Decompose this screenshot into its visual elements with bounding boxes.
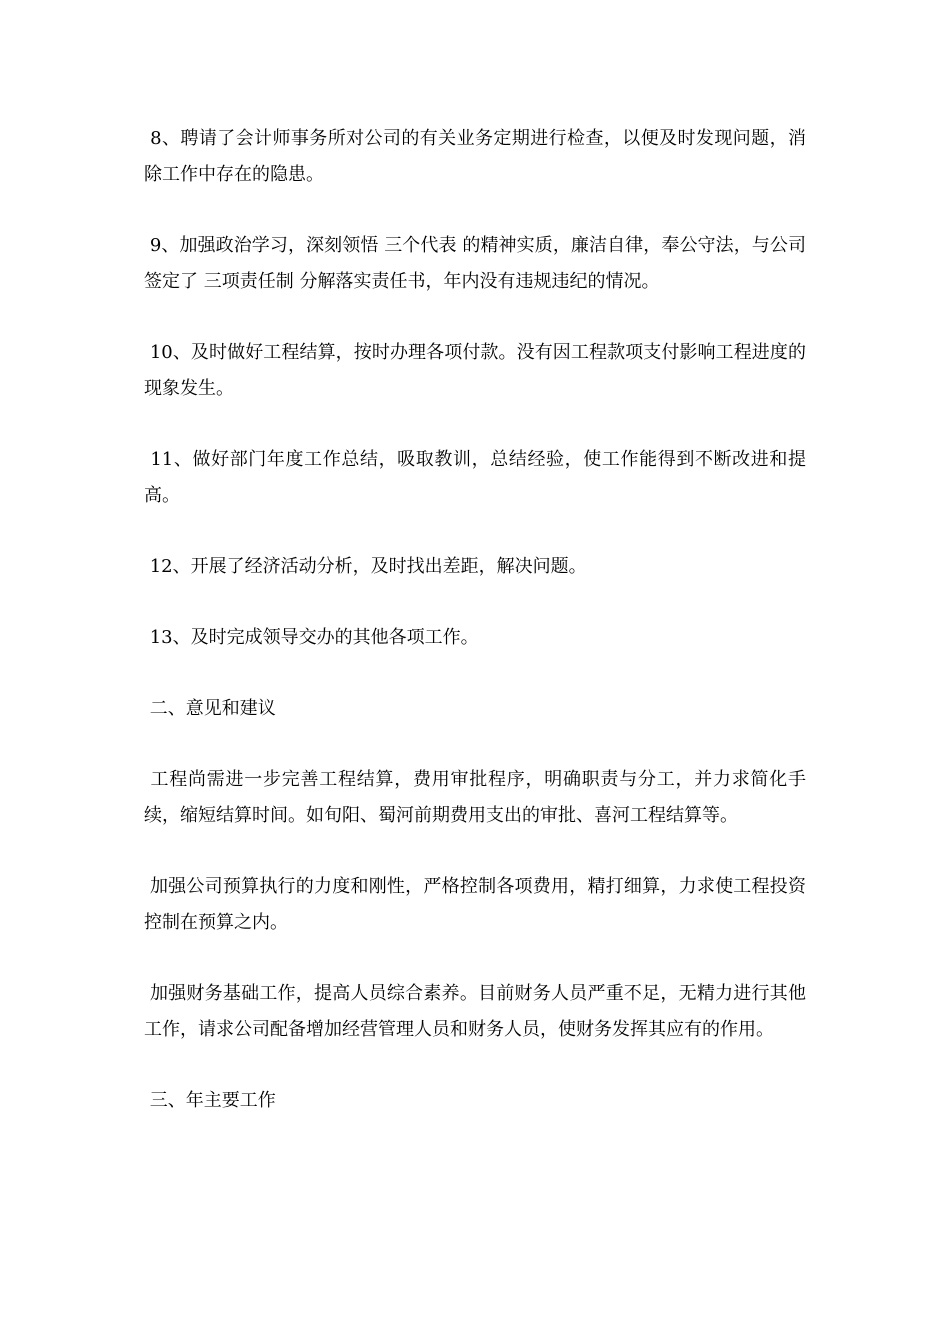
paragraph-item-10: 10、及时做好工程结算，按时办理各项付款。没有因工程款项支付影响工程进度的现象发生。 [144,342,806,399]
paragraph-item-11: 11、做好部门年度工作总结，吸取教训，总结经验，使工作能得到不断改进和提高。 [144,449,806,506]
section-heading-main-work: 三、年主要工作 [144,1090,276,1111]
paragraph-suggestion-staff: 加强财务基础工作，提高人员综合素养。目前财务人员严重不足，无精力进行其他工作，请求公司配备增加经营管理人员和财务人员，使财务发挥其应有的作用。 [144,983,806,1040]
section-heading-suggestions: 二、意见和建议 [144,698,276,719]
paragraph-suggestion-settlement: 工程尚需进一步完善工程结算，费用审批程序，明确职责与分工，并力求简化手续，缩短结算时间。如旬阳、蜀河前期费用支出的审批、喜河工程结算等。 [144,769,806,826]
paragraph-item-9: 9、加强政治学习，深刻领悟 三个代表 的精神实质，廉洁自律，奉公守法，与公司签定了 三项责任制 分解落实责任书，年内没有违规违纪的情况。 [144,235,806,292]
paragraph-suggestion-budget: 加强公司预算执行的力度和刚性，严格控制各项费用，精打细算，力求使工程投资控制在预算之内。 [144,876,806,933]
document-body [144,121,806,1154]
paragraph-item-8: 8、聘请了会计师事务所对公司的有关业务定期进行检查，以便及时发现问题，消除工作中存在的隐患。 [144,128,806,185]
paragraph-item-13: 13、及时完成领导交办的其他各项工作。 [144,627,479,648]
paragraph-item-12: 12、开展了经济活动分析，及时找出差距，解决问题。 [144,556,587,577]
